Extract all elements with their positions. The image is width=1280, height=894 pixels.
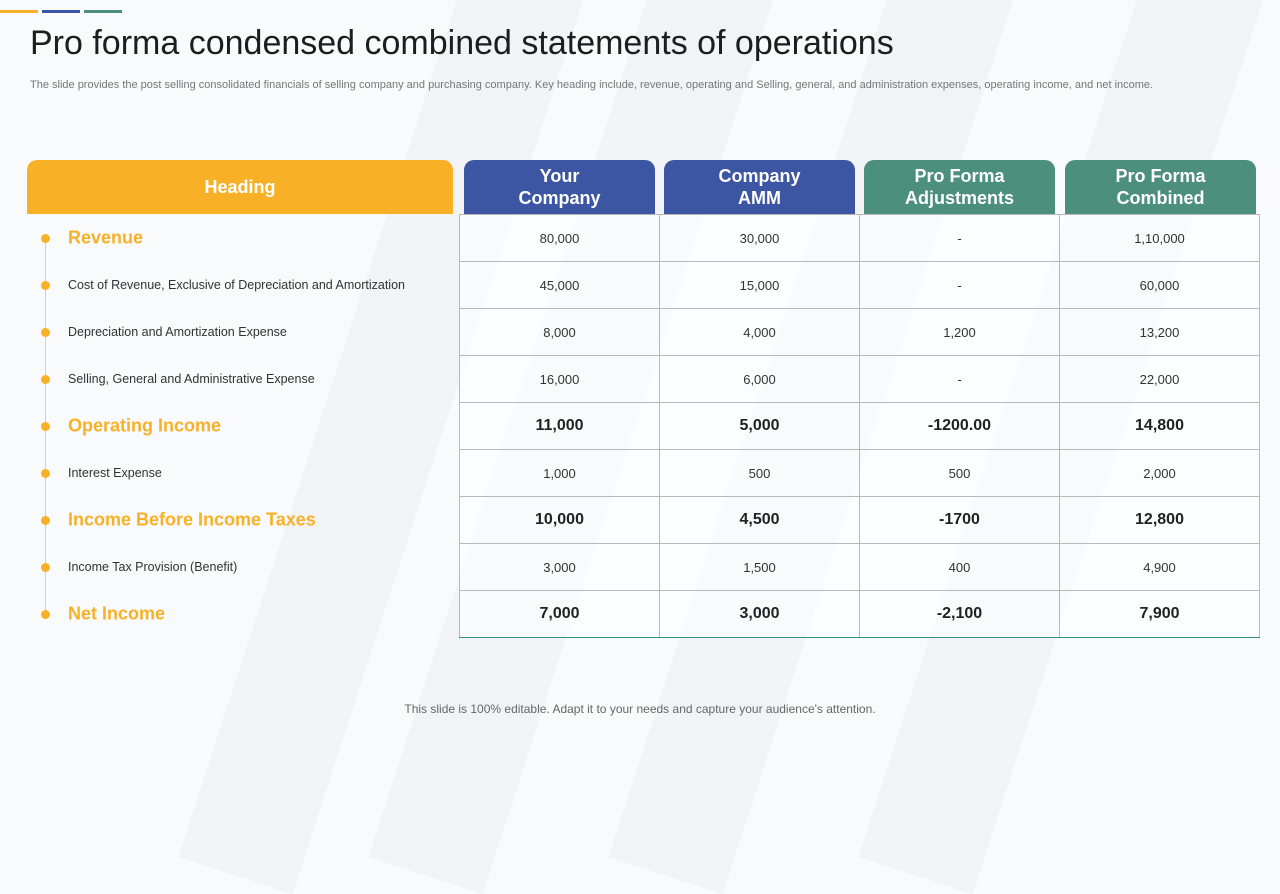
financial-table bbox=[459, 214, 1260, 638]
bullet-dot bbox=[41, 234, 50, 243]
accent-bar-green bbox=[84, 10, 122, 13]
table-row bbox=[460, 403, 1260, 450]
row-label bbox=[0, 496, 450, 543]
table-cell: 5,000 bbox=[660, 403, 860, 450]
page-title: Pro forma condensed combined statements of operations bbox=[30, 24, 894, 62]
table-cell: 1,10,000 bbox=[1060, 215, 1260, 262]
bullet-dot bbox=[41, 516, 50, 525]
table-row bbox=[460, 309, 1260, 356]
row-label-text: Depreciation and Amortization Expense bbox=[68, 324, 287, 339]
table-row bbox=[460, 497, 1260, 544]
column-header-your-company bbox=[464, 160, 655, 214]
table-cell: - bbox=[860, 215, 1060, 262]
table-row bbox=[460, 215, 1260, 262]
table-cell: 60,000 bbox=[1060, 262, 1260, 309]
page-subtitle: The slide provides the post selling consolidated financials of selling company and purchasing company. Key heading include, revenue, operating and Selling, general, and administration expenses, operating income, and net income. bbox=[30, 79, 1154, 91]
table-cell: 1,200 bbox=[860, 309, 1060, 356]
row-label bbox=[0, 214, 450, 261]
table-cell: 15,000 bbox=[660, 262, 860, 309]
row-label-text: Cost of Revenue, Exclusive of Depreciation and Amortization bbox=[68, 277, 405, 292]
table-cell: -1200.00 bbox=[860, 403, 1060, 450]
row-label-text: Net Income bbox=[68, 603, 166, 623]
table-cell: 4,000 bbox=[660, 309, 860, 356]
row-label bbox=[0, 355, 450, 402]
column-header-label: Your Company bbox=[518, 166, 601, 208]
table-cell: 10,000 bbox=[460, 497, 660, 544]
bullet-dot bbox=[41, 375, 50, 384]
row-label-text: Operating Income bbox=[68, 415, 222, 435]
row-label-text: Revenue bbox=[68, 227, 144, 247]
bullet-dot bbox=[41, 281, 50, 290]
row-label-text: Selling, General and Administrative Expense bbox=[68, 371, 315, 386]
column-header-label: Company AMM bbox=[718, 166, 801, 208]
table-cell: 14,800 bbox=[1060, 403, 1260, 450]
table-cell: 7,900 bbox=[1060, 591, 1260, 638]
table-cell: 11,000 bbox=[460, 403, 660, 450]
table-cell: 500 bbox=[860, 450, 1060, 497]
bullet-dot bbox=[41, 563, 50, 572]
table-cell: 500 bbox=[660, 450, 860, 497]
table-cell: 80,000 bbox=[460, 215, 660, 262]
table-cell: 16,000 bbox=[460, 356, 660, 403]
row-label-text: Income Tax Provision (Benefit) bbox=[68, 559, 238, 574]
column-header-pro-forma-adjustments bbox=[864, 160, 1055, 214]
table-row bbox=[460, 544, 1260, 591]
table-cell: 45,000 bbox=[460, 262, 660, 309]
footer-note: This slide is 100% editable. Adapt it to your needs and capture your audience's attention. bbox=[404, 702, 876, 716]
column-header-label: Pro Forma Combined bbox=[1115, 166, 1206, 208]
row-label bbox=[0, 543, 450, 590]
table-cell: 4,900 bbox=[1060, 544, 1260, 591]
bullet-dot bbox=[41, 469, 50, 478]
table-row bbox=[460, 591, 1260, 638]
table-row bbox=[460, 356, 1260, 403]
bullet-dot bbox=[41, 610, 50, 619]
table-cell: 6,000 bbox=[660, 356, 860, 403]
table-cell: 30,000 bbox=[660, 215, 860, 262]
bullet-dot bbox=[41, 422, 50, 431]
table-cell: - bbox=[860, 262, 1060, 309]
table-cell: 1,500 bbox=[660, 544, 860, 591]
table-cell: 3,000 bbox=[460, 544, 660, 591]
heading-column-header bbox=[27, 160, 453, 214]
table-cell: 2,000 bbox=[1060, 450, 1260, 497]
table-cell: 400 bbox=[860, 544, 1060, 591]
row-label bbox=[0, 402, 450, 449]
row-label bbox=[0, 308, 450, 355]
heading-column-label: Heading bbox=[204, 176, 276, 197]
accent-bar-orange bbox=[0, 10, 38, 13]
table-row bbox=[460, 262, 1260, 309]
table-cell: -1700 bbox=[860, 497, 1060, 544]
column-header-label: Pro Forma Adjustments bbox=[904, 166, 1014, 208]
table-cell: -2,100 bbox=[860, 591, 1060, 638]
table-cell: 4,500 bbox=[660, 497, 860, 544]
row-label bbox=[0, 590, 450, 637]
table-cell: 12,800 bbox=[1060, 497, 1260, 544]
table-cell: 1,000 bbox=[460, 450, 660, 497]
row-label-text: Interest Expense bbox=[68, 465, 162, 480]
table-cell: 22,000 bbox=[1060, 356, 1260, 403]
table-cell: 3,000 bbox=[660, 591, 860, 638]
table-cell: 7,000 bbox=[460, 591, 660, 638]
table-row bbox=[460, 450, 1260, 497]
column-header-company-amm bbox=[664, 160, 855, 214]
bullet-dot bbox=[41, 328, 50, 337]
column-header-pro-forma-combined bbox=[1065, 160, 1256, 214]
row-label bbox=[0, 261, 450, 308]
row-label bbox=[0, 449, 450, 496]
table-cell: - bbox=[860, 356, 1060, 403]
table-cell: 8,000 bbox=[460, 309, 660, 356]
table-cell: 13,200 bbox=[1060, 309, 1260, 356]
accent-bar-blue bbox=[42, 10, 80, 13]
row-label-text: Income Before Income Taxes bbox=[68, 509, 316, 529]
